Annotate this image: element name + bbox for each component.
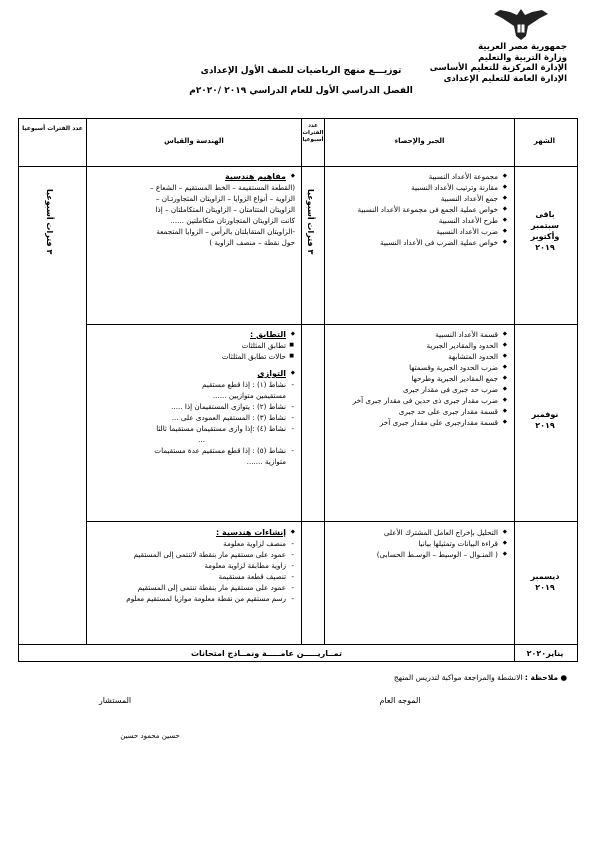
- geometry-item: - نشاط (٢) : يتوازى المستقيمان إذا .....: [93, 401, 295, 412]
- geometry-cell: [93, 171, 295, 248]
- geometry-item: - زاوية مطابقة لزاوية معلومة: [93, 560, 295, 571]
- month-line: باقى: [535, 210, 555, 219]
- eagle-emblem-icon: [492, 6, 550, 42]
- month-line: ديسمبر: [530, 572, 560, 581]
- geometry-item: - نشاط (٣) : المستقيم العمودى على ...: [93, 412, 295, 423]
- geometry-cell: [93, 527, 295, 604]
- algebra-item: ◆ التحليل بإخراج العامل المشترك الأعلى: [331, 527, 507, 538]
- algebra-cell: [331, 171, 507, 248]
- geometry-line: الزاوية – أنواع الزوايا – الزاويتان المتجاورتـان –: [155, 194, 295, 203]
- algebra-item: ◆ ( المنـوال – الوسيط – الوسـط الحسابى): [331, 549, 507, 560]
- header-algebra-periods: عدد الفترات أسبوعيا: [302, 123, 324, 143]
- algebra-item: ◆ ضرب حد جبرى فى مقدار جبرى: [331, 384, 507, 395]
- month-line: ٢٠١٩: [535, 243, 555, 252]
- geometry-item: ■ حالات تطابق المثلثات: [93, 351, 295, 362]
- column-divider: [301, 119, 302, 644]
- ministry-line: الإدارة المركزية للتعليم الأساسى: [429, 63, 567, 73]
- section-heading: ◆ التوازى: [93, 368, 295, 379]
- algebra-item: ◆ مقارنة وترتيب الأعداد النسبية: [331, 182, 507, 193]
- geometry-line: الزاويتان المتتامتان – الزاويتان المتكاملتان – إذا: [155, 205, 295, 214]
- section-heading: ◆ التطابق :: [93, 329, 295, 340]
- ministry-line: وزارة التربية والتعليم: [478, 52, 567, 63]
- note-line: [267, 673, 567, 682]
- geometry-item: - عمود على مستقيم مار بنقطة تنتمى إلى المستقيم: [93, 582, 295, 593]
- geometry-item: متوازية .......: [246, 457, 286, 466]
- algebra-item: ◆ خواص عملية الجمع فى مجموعة الأعداد النسبية: [331, 204, 507, 215]
- row-divider: [86, 521, 577, 522]
- geometry-item: - رسم مستقيم من نقطة معلومة موازيا لمستقيم معلوم: [93, 593, 295, 604]
- algebra-item: ◆ قسمة مقدارجبرى على مقدار جبرى آخر: [331, 417, 507, 428]
- month-line: ٢٠١٩: [535, 421, 555, 430]
- author-name: حسين محمود حسين: [120, 732, 180, 740]
- january-content: تمــاريـــــن عامـــــة ونمــاذج امتحانات: [190, 649, 343, 658]
- month-line: سبتمبر: [530, 221, 559, 230]
- month-line: ٢٠١٩: [535, 583, 555, 592]
- geometry-item: مستقيمين متوازيين ......: [212, 391, 286, 400]
- geometry-line: كانت الزاويتان المتجاورتان متكاملتين ......: [170, 216, 295, 225]
- header-algebra: الجبر والإحصاء: [394, 137, 445, 145]
- algebra-item: ◆ ضرب الحدود الجبرية وقسمتها: [331, 362, 507, 373]
- bullet-icon: ●: [560, 673, 567, 682]
- algebra-item: ◆ جمع الأعداد النسبية: [331, 193, 507, 204]
- algebra-cell: [331, 329, 507, 428]
- note-label: ملاحظة :: [524, 673, 559, 682]
- algebra-item: ◆ ضرب الأعداد النسبية: [331, 226, 507, 237]
- geometry-item: - تنصيف قطعة مستقيمة: [93, 571, 295, 582]
- geometry-periods-label: ٣ فترات أسبوعيا: [45, 189, 54, 255]
- algebra-item: ◆ مجموعة الأعداد النسبية: [331, 171, 507, 182]
- geometry-item: - نشاط (٤) :إذا وازى مستقيمان مستقيما ثالثا: [93, 423, 295, 434]
- geometry-item: - عمود على مستقيم مار بنقطة لاتنتمى إلى المستقيم: [93, 549, 295, 560]
- geometry-cell: [93, 329, 295, 467]
- geometry-item: ...: [198, 435, 205, 444]
- month-cell: [513, 409, 577, 431]
- algebra-item: ◆ الحدود المتشابهة: [331, 351, 507, 362]
- ministry-line: الإدارة العامة للتعليم الإعدادى: [443, 73, 567, 84]
- geometry-line: -الزاويتان المتقابلتان بالرأس – الزوايا المتجمعة: [156, 227, 295, 236]
- advisor-label: المستشار: [98, 696, 132, 705]
- month-cell: [513, 571, 577, 593]
- geometry-item: - منصف لزاوية معلومة: [93, 538, 295, 549]
- row-divider: [19, 166, 577, 167]
- section-heading: ◆ مفاهيم هندسية: [93, 171, 295, 182]
- geometry-line: حول نقطة – منصف الزاوية ): [209, 238, 295, 247]
- month-cell-january: يناير٢٠٢٠: [526, 649, 564, 658]
- month-line: وأكتوبر: [530, 232, 560, 241]
- ministry-line: جمهورية مصر العربية: [478, 42, 567, 52]
- algebra-item: ◆ قراءة البيانات وتمثيلها بيانيا: [331, 538, 507, 549]
- curriculum-table: [18, 118, 578, 662]
- geometry-item: ■ تطابق المثلثات: [93, 340, 295, 351]
- page-title: توزيـــع منهج الرياضيات للصف الأول الإعدادى: [200, 66, 402, 76]
- month-line: نوفمبر: [531, 410, 559, 419]
- column-divider: [86, 119, 87, 644]
- algebra-item: ◆ قسمة مقدار جبرى على حد جبرى: [331, 406, 507, 417]
- algebra-item: ◆ الحدود والمقادير الجبرية: [331, 340, 507, 351]
- header-month: الشهر: [533, 137, 556, 145]
- section-heading: ◆ إنشاءات هندسية :: [93, 527, 295, 538]
- algebra-item: ◆ جمع المقادير الجبرية وطرحها: [331, 373, 507, 384]
- column-divider: [324, 119, 325, 644]
- algebra-item: ◆ طرح الأعداد النسبية: [331, 215, 507, 226]
- page-subtitle: الفصل الدراسي الأول للعام الدراسي ٢٠١٩ /٢٠٢٠م: [189, 86, 413, 96]
- algebra-cell: [331, 527, 507, 560]
- header-geometry-periods: عدد الفترات أسبوعيا: [22, 125, 83, 132]
- row-divider: [19, 644, 577, 645]
- geometry-item: - نشاط (٥) : إذا قطع مستقيم عدة مستقيمات: [93, 445, 295, 456]
- ministry-header: [397, 42, 567, 84]
- algebra-periods-label: ٣ فترات أسبوعيا: [306, 189, 315, 255]
- note-text: الانشطة والمراجعة مواكبة لتدريس المنهج: [393, 673, 523, 682]
- geometry-item: - نشاط (١) : إذا قطع مستقيم: [93, 379, 295, 390]
- supervisor-label: الموجه العام: [379, 696, 421, 705]
- row-divider: [86, 324, 577, 325]
- algebra-item: ◆ ضرب مقدار جبرى ذى حدين فى مقدار جبرى آخر: [331, 395, 507, 406]
- algebra-item: ◆ قسمة الأعداد النسبية: [331, 329, 507, 340]
- geometry-line: (القطعة المستقيمة – الخط المستقيم – الشعاع –: [149, 183, 295, 192]
- header-geometry: الهندسة والقياس: [164, 137, 224, 145]
- algebra-item: ◆ خواص عملية الضرب فى الأعداد النسبية: [331, 237, 507, 248]
- month-cell: [513, 209, 577, 253]
